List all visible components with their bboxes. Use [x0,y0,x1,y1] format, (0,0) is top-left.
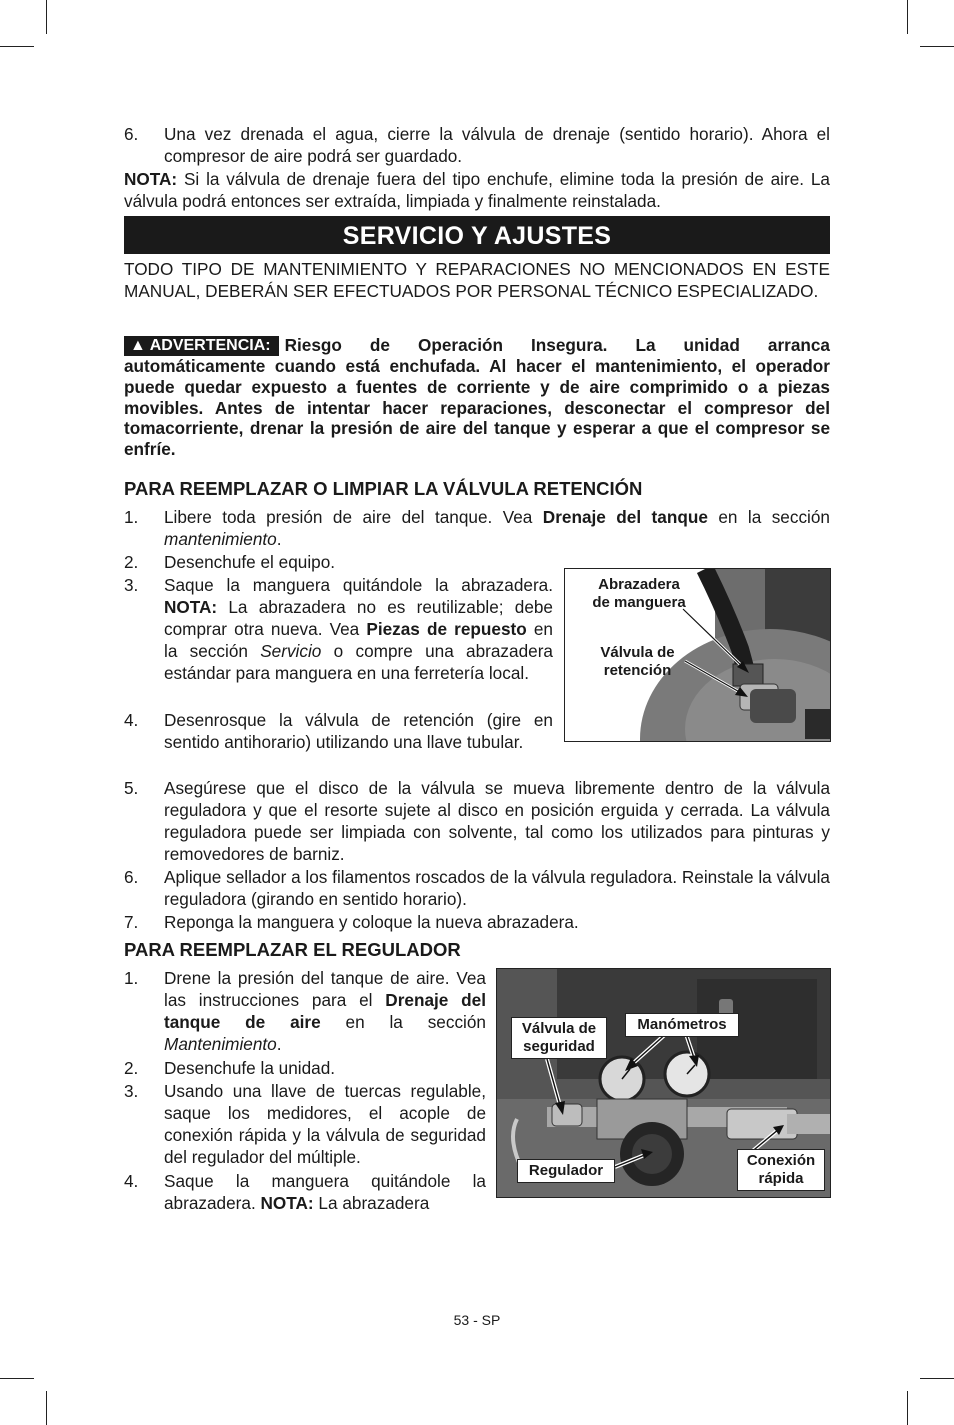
step-text [164,1170,486,1214]
text-run: NOTA: [164,597,218,617]
step-text: Reponga la manguera y coloque la nueva abrazadera. [164,912,579,932]
step-text [164,574,553,684]
note-paragraph [124,168,830,212]
list-item [124,709,553,775]
text-run: en la sección [320,1012,486,1032]
list-item [124,123,830,167]
text-run: Saque la manguera quitándole la abrazadera. [164,575,553,595]
check-valve-heading: PARA REEMPLAZAR O LIMPIAR LA VÁLVULA RETENCIÓN [124,478,643,499]
step-number: 3. [124,1081,139,1101]
note-label: NOTA: [124,169,178,189]
label-regulator: Regulador [517,1159,615,1183]
step-text: Aplique sellador a los filamentos roscados de la válvula reguladora. Reinstale la válvula reguladora (girando en sentido horario). [164,867,830,909]
note-text: Si la válvula de drenaje fuera del tipo enchufe, elimine toda la presión de aire. La válvula podrá entonces ser extraída, limpiada y finalmente reinstalada. [124,169,830,211]
text-run: Servicio [260,641,322,661]
text-run: Libere toda presión de aire del tanque. Vea [164,507,543,527]
text-run: Piezas de repuesto [366,619,527,639]
list-item [124,1170,486,1214]
text-run: mantenimiento [164,529,277,549]
step-number: 1. [124,507,139,527]
text-run: . [276,529,282,549]
crop-mark [907,0,908,34]
regulator-photo [496,968,831,1198]
step-number: 7. [124,912,139,932]
step-number: 4. [124,1171,139,1191]
step-number: 6. [124,867,139,887]
warning-badge-label: ADVERTENCIA: [149,337,271,354]
warning-text: Riesgo de Operación Insegura. La unidad arranca automáticamente cuando está enchufada. Al hacer el mantenimiento, el operador puede quedar expuesto a fuentes de corriente y de aire comprimido o a piezas movibles. Antes de intentar hacer reparaciones, desconectar el compresor del tomacorriente, drenar la presión de aire del tanque y esperar a que el compresor se enfríe. [124,335,830,460]
crop-mark [920,1378,954,1379]
text-run: . [276,1034,282,1054]
crop-mark [46,1391,47,1425]
label-safety-valve: Válvula de seguridad [511,1017,607,1059]
list-item [124,777,830,865]
crop-mark [0,1378,34,1379]
section-title: SERVICIO Y AJUSTES [124,216,830,254]
check-valve-photo [564,568,831,742]
warning-badge [124,336,279,356]
warning-paragraph [124,335,830,460]
regulator-heading: PARA REEMPLAZAR EL REGULADOR [124,939,461,960]
list-item [124,866,830,910]
step-number: 3. [124,575,139,595]
step-number: 4. [124,710,139,730]
list-item [124,1080,486,1168]
step-text: Desenchufe la unidad. [164,1058,336,1078]
crop-mark [907,1391,908,1425]
step-text: Desenchufe el equipo. [164,552,336,572]
list-item [124,1057,486,1079]
text-run: en la sección [707,507,830,527]
step-text: Desenrosque la válvula de retención (gire en sentido antihorario) utilizando una llave tubular. [164,710,553,752]
step-number: 1. [124,968,139,988]
list-item [124,506,830,550]
text-run: Mantenimiento [164,1034,277,1054]
crop-mark [46,0,47,34]
text-run: La abrazadera no es reutilizable; debe comprar otra nueva. Vea [164,597,553,639]
list-item [124,574,553,708]
step-text [164,506,830,550]
list-item [124,551,554,573]
text-run: Drenaje del tanque [542,507,708,527]
label-gauges: Manómetros [625,1013,739,1037]
label-check-valve: Válvula de retención [600,644,675,679]
text-run: Drene la presión del tanque de aire. Vea las instrucciones para el [164,968,486,1010]
list-item [124,967,486,1055]
label-quick-connect: Conexión rápida [737,1149,825,1191]
warning-icon: ▲ [130,337,146,354]
text-run: o compre una abrazadera estándar para manguera en una ferretería local. [164,641,553,683]
step-text: Usando una llave de tuercas regulable, saque los medidores, el acople de conexión rápida y la válvula de seguridad del regulador del múltiple. [164,1081,486,1167]
text-run: Saque la manguera quitándole la abrazadera. [164,1171,486,1213]
step-text [164,967,486,1055]
label-hose-clamp: Abrazadera de manguera [592,576,686,611]
step-number: 5. [124,778,139,798]
text-run: NOTA: [260,1193,314,1213]
step-text: Asegúrese que el disco de la válvula se mueva libremente dentro de la válvula reguladora y que el resorte sujete al disco en posición erguida y cerrada. La válvula reguladora puede ser limpiada con solvente, tal como los utilizados para pinturas y removedores de barniz. [164,778,830,864]
text-run: en la sección [164,619,553,661]
text-run: La abrazadera [313,1193,430,1213]
step-number: 6. [124,124,139,144]
step-number: 2. [124,1058,139,1078]
step-text: Una vez drenada el agua, cierre la válvula de drenaje (sentido horario). Ahora el compresor de aire podrá ser guardado. [164,124,830,166]
list-item [124,911,830,933]
step-number: 2. [124,552,139,572]
crop-mark [0,46,34,47]
caps-paragraph: TODO TIPO DE MANTENIMIENTO Y REPARACIONES NO MENCIONADOS EN ESTE MANUAL, DEBERÁN SER EFECTUADOS POR PERSONAL TÉCNICO ESPECIALIZADO. [124,259,830,301]
text-run: Drenaje del tanque de aire [164,990,486,1032]
page-number: 53 - SP [453,1312,501,1328]
crop-mark [920,46,954,47]
